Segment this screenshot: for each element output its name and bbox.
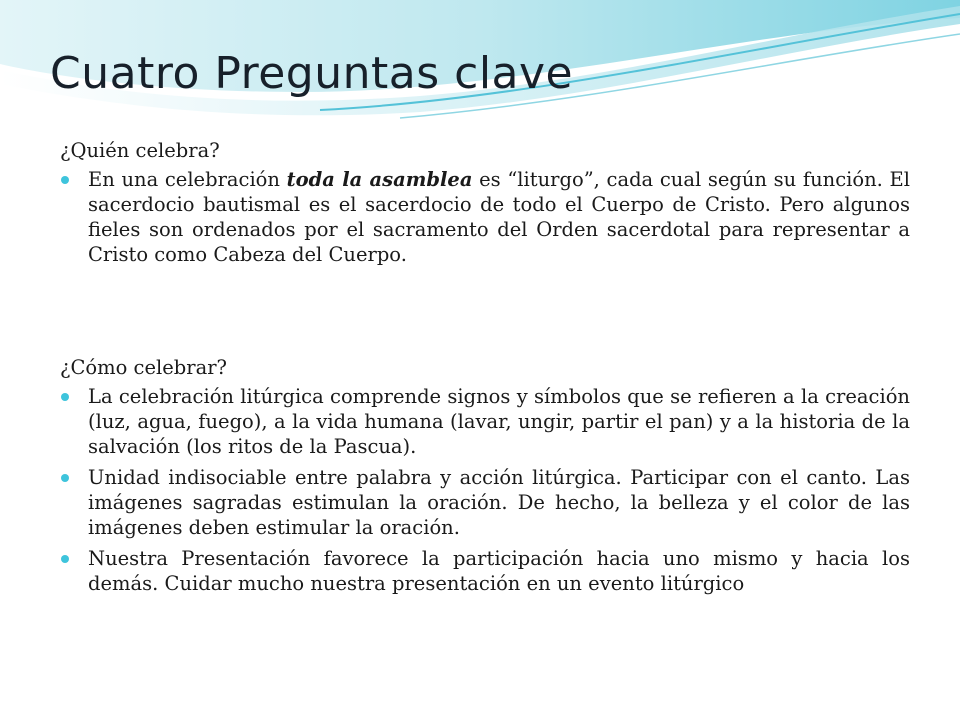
- bullet-dot-icon: [61, 474, 69, 482]
- bullet-dot-icon: [61, 176, 69, 184]
- bullet-emphasis: toda la asamblea: [286, 168, 473, 191]
- bullet-item: [60, 167, 910, 267]
- bullet-text: La celebración litúrgica comprende signos y símbolos que se refieren a la creación (luz, agua, fuego), a la vida humana (lavar, ungir, partir el pan) y a la historia de la salvación (los ritos de la Pascua).: [88, 385, 910, 458]
- section-heading: ¿Cómo celebrar?: [60, 356, 227, 379]
- section-como-celebrar: [60, 355, 910, 596]
- bullet-text: Unidad indisociable entre palabra y acción litúrgica. Participar con el canto. Las imágenes sagradas estimulan la oración. De hecho, la belleza y el color de las imágenes deben estimular la oración.: [88, 466, 910, 539]
- bullet-list: [60, 167, 910, 267]
- bullet-dot-icon: [61, 393, 69, 401]
- section-quien-celebra: [60, 138, 910, 267]
- bullet-text-before: En una celebración: [88, 168, 287, 191]
- bullet-text: Nuestra Presentación favorece la participación hacia uno mismo y hacia los demás. Cuidar mucho nuestra presentación en un evento litúrgico: [88, 547, 910, 595]
- bullet-item: [60, 384, 910, 459]
- slide-body: [60, 138, 910, 602]
- bullet-text-after: es “liturgo”, cada cual según su función. El sacerdocio bautismal es el sacerdocio de todo el Cuerpo de Cristo. Pero algunos fieles son ordenados por el sacramento del Orden sacerdotal para representar a Cristo como Cabeza del Cuerpo.: [88, 168, 911, 266]
- bullet-item: [60, 546, 910, 596]
- section-heading: ¿Quién celebra?: [60, 139, 220, 162]
- bullet-list: [60, 384, 910, 596]
- bullet-dot-icon: [61, 555, 69, 563]
- bullet-item: [60, 465, 910, 540]
- slide-title: Cuatro Preguntas clave: [50, 48, 574, 99]
